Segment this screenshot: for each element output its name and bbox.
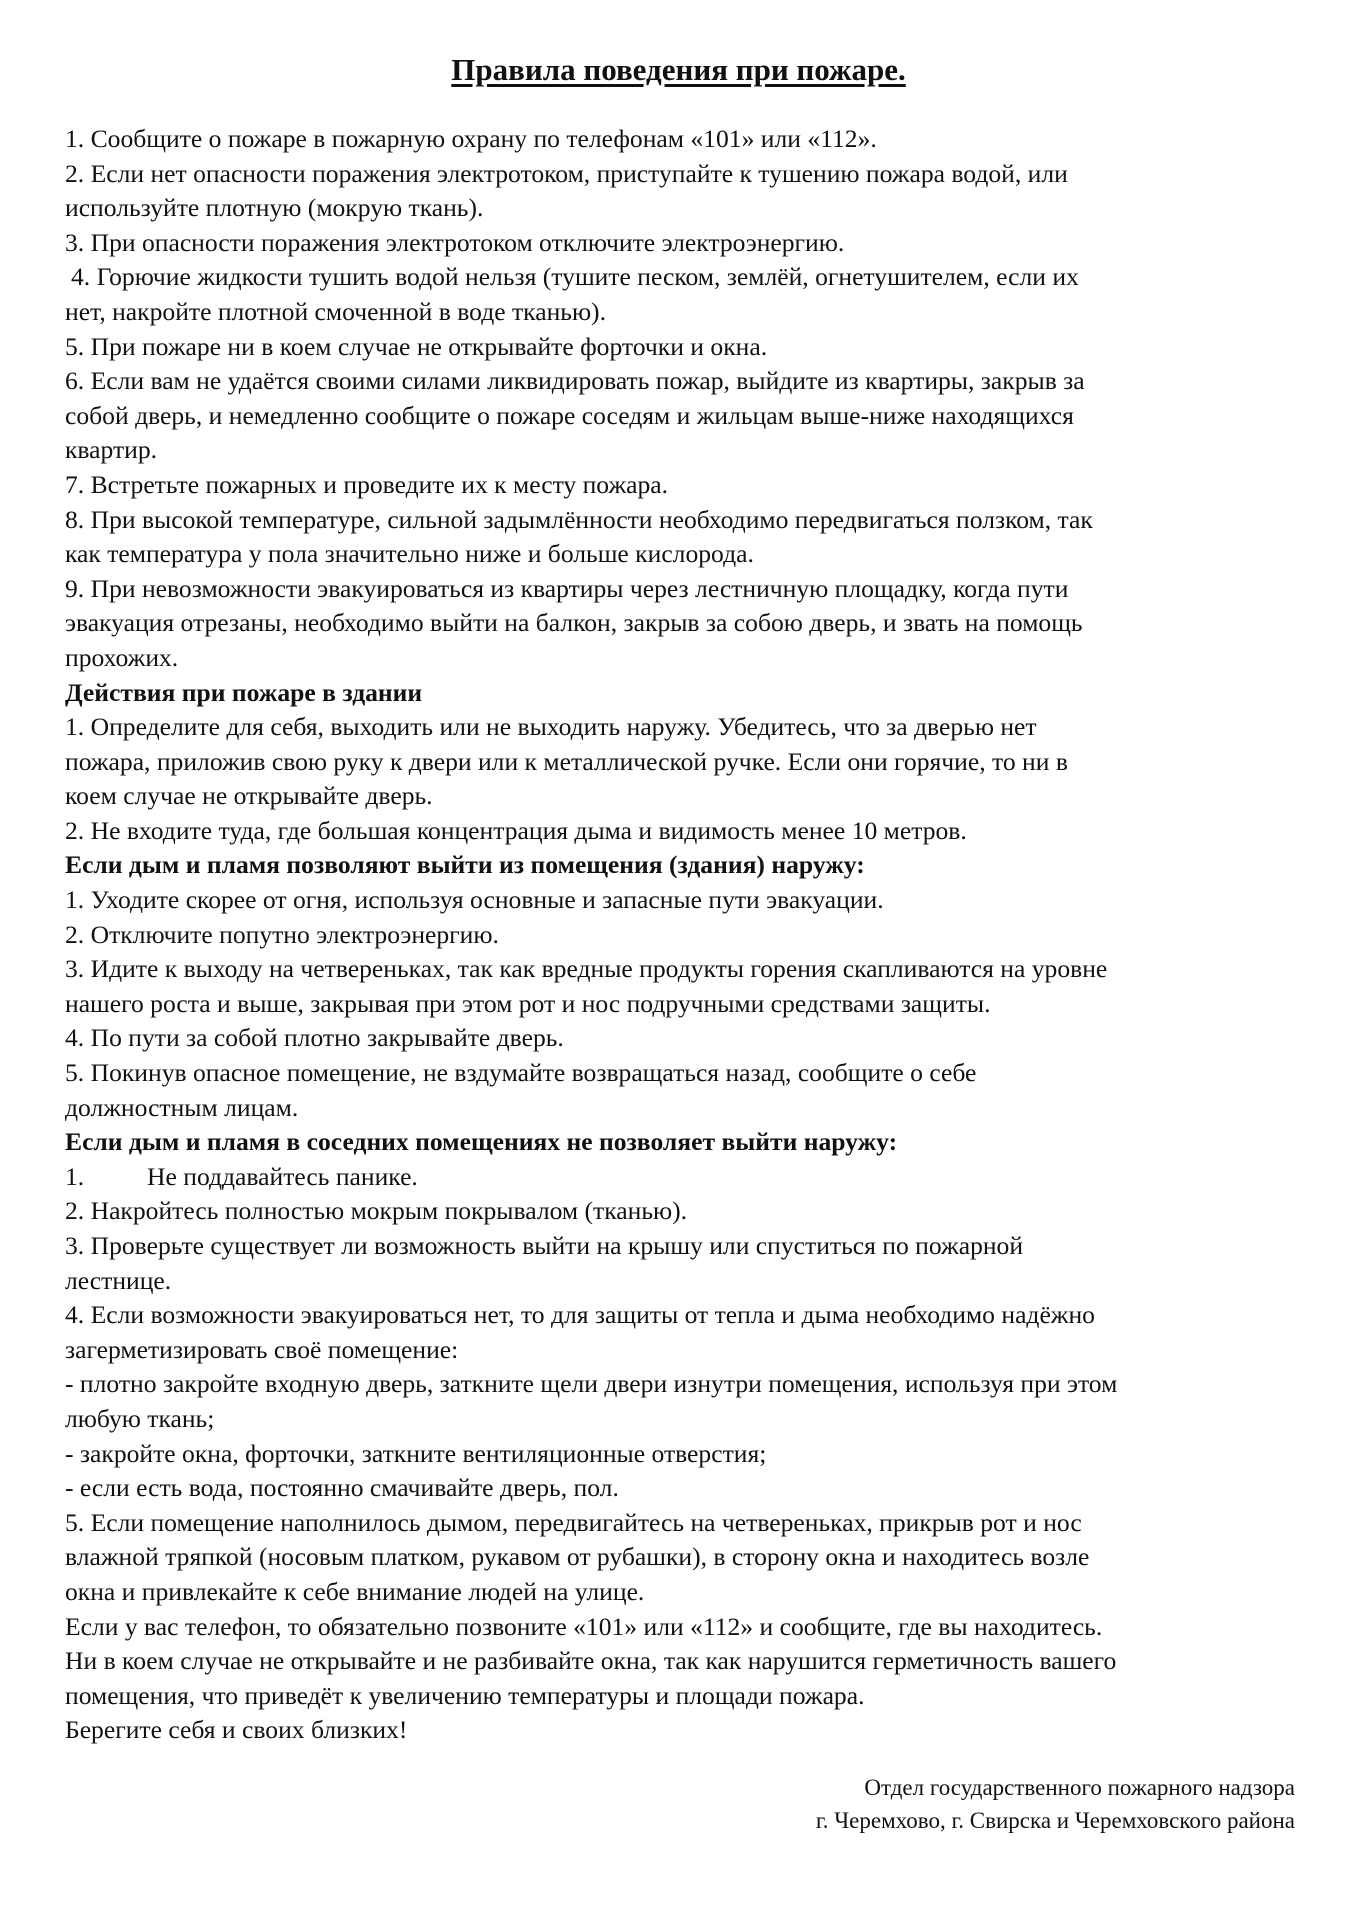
- text-line: 2. Не входите туда, где большая концентрация дыма и видимость менее 10 метров.: [65, 815, 967, 845]
- text-line: пожара, приложив свою руку к двери или к металлической ручке. Если они горячие, то ни в: [65, 746, 1068, 776]
- text-line: нашего роста и выше, закрывая при этом рот и нос подручными средствами защиты.: [65, 988, 991, 1018]
- text-line: 3. При опасности поражения электротоком отключите электроэнергию.: [65, 227, 845, 257]
- text-line: 2. Отключите попутно электроэнергию.: [65, 919, 499, 949]
- text-line: 4. Горючие жидкости тушить водой нельзя (тушите песком, землёй, огнетушителем, если их: [71, 262, 1079, 292]
- text-line: 3. Идите к выходу на четвереньках, так как вредные продукты горения скапливаются на уровне: [65, 954, 1108, 984]
- text-line: Ни в коем случае не открывайте и не разбивайте окна, так как нарушится герметичность вашего: [65, 1646, 1117, 1676]
- text-line: собой дверь, и немедленно сообщите о пожаре соседям и жильцам выше-ниже находящихся: [65, 400, 1074, 430]
- text-line: - если есть вода, постоянно смачивайте дверь, пол.: [65, 1473, 619, 1503]
- section-heading: Если дым и пламя позволяют выйти из помещения (здания) наружу:: [65, 850, 865, 880]
- text-line: 9. При невозможности эвакуироваться из квартиры через лестничную площадку, когда пути: [65, 573, 1069, 603]
- text-line: лестнице.: [65, 1265, 172, 1295]
- text-line: 8. При высокой температуре, сильной задымлённости необходимо передвигаться ползком, так: [65, 504, 1093, 534]
- list-text: Не поддавайтесь панике.: [147, 1161, 418, 1191]
- text-line: любую ткань;: [65, 1403, 215, 1433]
- text-line: Берегите себя и своих близких!: [65, 1715, 408, 1745]
- section-heading: Если дым и пламя в соседних помещениях не позволяет выйти наружу:: [65, 1127, 898, 1157]
- document-body: [65, 122, 1315, 1748]
- text-line: 1. Определите для себя, выходить или не выходить наружу. Убедитесь, что за дверью нет: [65, 712, 1037, 742]
- text-line: 4. По пути за собой плотно закрывайте дверь.: [65, 1023, 564, 1053]
- footer-department: Отдел государственного пожарного надзора: [864, 1775, 1295, 1800]
- text-line: коем случае не открывайте дверь.: [65, 781, 433, 811]
- text-line: помещения, что приведёт к увеличению температуры и площади пожара.: [65, 1680, 865, 1710]
- text-line: - закройте окна, форточки, заткните вентиляционные отверстия;: [65, 1438, 767, 1468]
- text-line: 2. Если нет опасности поражения электротоком, приступайте к тушению пожара водой, или: [65, 158, 1068, 188]
- text-line: эвакуация отрезаны, необходимо выйти на балкон, закрыв за собою дверь, и звать на помощь: [65, 608, 1083, 638]
- text-line: 1. Сообщите о пожаре в пожарную охрану по телефонам «101» или «112».: [65, 124, 877, 153]
- text-line: загерметизировать своё помещение:: [65, 1334, 459, 1364]
- list-number: 1.: [65, 1161, 85, 1191]
- text-line: 5. При пожаре ни в коем случае не открывайте форточки и окна.: [65, 331, 768, 361]
- text-line: [65, 1160, 1315, 1195]
- page-title: Правила поведения при пожаре.: [451, 52, 906, 87]
- text-line: прохожих.: [65, 642, 179, 672]
- text-line: используйте плотную (мокрую ткань).: [65, 193, 484, 223]
- text-line: нет, накройте плотной смоченной в воде тканью).: [65, 296, 606, 326]
- text-line: 7. Встретьте пожарных и проведите их к месту пожара.: [65, 469, 669, 499]
- text-line: 3. Проверьте существует ли возможность выйти на крышу или спуститься по пожарной: [65, 1231, 1024, 1260]
- text-line: 5. Если помещение наполнилось дымом, передвигайтесь на четвереньках, прикрыв рот и нос: [65, 1507, 1082, 1537]
- text-line: 4. Если возможности эвакуироваться нет, то для защиты от тепла и дыма необходимо надёжно: [65, 1300, 1095, 1330]
- text-line: влажной тряпкой (носовым платком, рукавом от рубашки), в сторону окна и находитесь возле: [65, 1542, 1090, 1572]
- text-line: Если у вас телефон, то обязательно позвоните «101» или «112» и сообщите, где вы находитесь.: [65, 1611, 1103, 1641]
- footer-location: г. Черемхово, г. Свирска и Черемховского района: [815, 1808, 1295, 1833]
- text-line: должностным лицам.: [65, 1092, 299, 1122]
- text-line: 1. Уходите скорее от огня, используя основные и запасные пути эвакуации.: [65, 885, 884, 915]
- text-line: окна и привлекайте к себе внимание людей на улице.: [65, 1576, 645, 1606]
- text-line: - плотно закройте входную дверь, заткните щели двери изнутри помещения, используя при этом: [65, 1369, 1118, 1399]
- text-line: как температура у пола значительно ниже и больше кислорода.: [65, 539, 754, 569]
- text-line: 6. Если вам не удаётся своими силами ликвидировать пожар, выйдите из квартиры, закрыв за: [65, 366, 1085, 396]
- text-line: квартир.: [65, 435, 158, 465]
- text-line: 5. Покинув опасное помещение, не вздумайте возвращаться назад, сообщите о себе: [65, 1058, 977, 1088]
- section-heading: Действия при пожаре в здании: [65, 677, 423, 707]
- text-line: 2. Накройтесь полностью мокрым покрывалом (тканью).: [65, 1196, 688, 1226]
- footer-signature: [816, 1771, 1295, 1837]
